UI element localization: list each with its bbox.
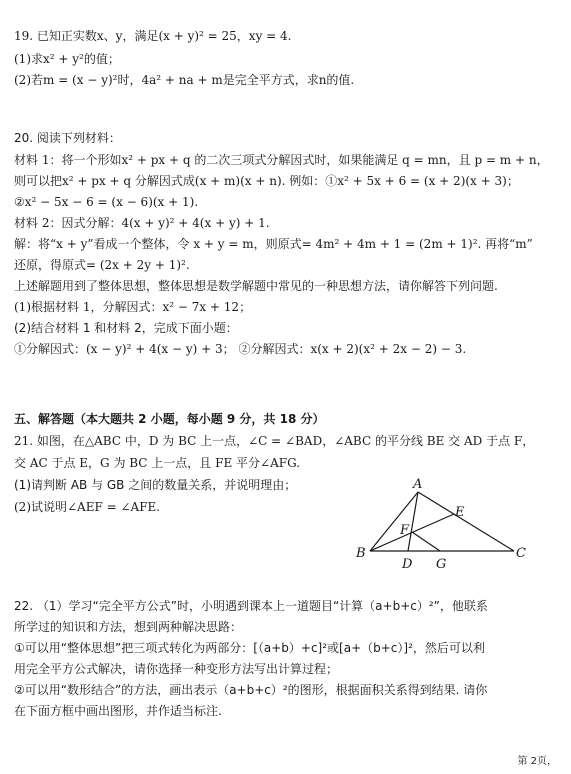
q20-material2-line2: 解：将“x + y”看成一个整体，令 x + y = m，则原式= 4m² + 4m + 1 = (2m + 1)². 再将“m” [14, 237, 533, 251]
q21-part1: (1)请判断 AB 与 GB 之间的数量关系，并说明理由； [14, 478, 297, 492]
label-d: D [402, 557, 413, 572]
triangle-figure [344, 474, 534, 574]
label-e: E [455, 505, 465, 520]
q22-line1: 22. （1）学习“完全平方公式”时，小明遇到课本上一道题目“计算（a+b+c）²”，他联系 [14, 599, 488, 613]
label-c: C [516, 546, 526, 561]
q21-part2: (2)试说明∠AEF = ∠AFE. [14, 500, 161, 514]
q20-material2-line3: 还原，得原式= (2x + 2y + 1)². [14, 258, 190, 272]
q20-title: 20. 阅读下列材料： [14, 131, 121, 145]
q22-line2: 所学过的知识和方法，想到两种解决思路： [14, 620, 243, 634]
q21-stem-line2: 交 AC 于点 E，G 为 BC 上一点，且 FE 平分∠AFG. [14, 456, 301, 470]
q20-material1-line2: 则可以把x² + px + q 分解因式成(x + m)(x + n). 例如：①x² + 5x + 6 = (x + 2)(x + 3)； [14, 174, 519, 188]
section5-heading: 五、解答题（本大题共 2 小题，每小题 9 分，共 18 分） [14, 412, 325, 426]
q20-material1-line1: 材料 1：将一个形如x² + px + q 的二次三项式分解因式时，如果能满足 q = mn，且 p = m + n， [14, 153, 549, 167]
q22-line3: ①可以用“整体思想”把三项式转化为两部分：[（a+b）+c]²或[a+（b+c）]²，然后可以利 [14, 641, 485, 655]
q19-part2: (2)若m = (x − y)²时，4a² + na + m是完全平方式，求n的值. [14, 73, 355, 87]
q20-material1-line3: ②x² − 5x − 6 = (x − 6)(x + 1). [14, 195, 199, 209]
label-a: A [413, 477, 423, 492]
segment-fg [412, 532, 440, 551]
q20-part2-items: ①分解因式：(x − y)² + 4(x − y) + 3； ②分解因式：x(x + 2)(x² + 2x − 2) − 3. [14, 342, 467, 356]
segment-ac [418, 492, 514, 551]
segment-ab [370, 492, 418, 551]
label-f: F [400, 523, 410, 538]
q19-stem: 19. 已知正实数x、y，满足(x + y)² = 25，xy = 4. [14, 29, 292, 43]
q20-material2-line1: 材料 2：因式分解：4(x + y)² + 4(x + y) + 1. [14, 216, 270, 230]
q22-line5: ②可以用“数形结合”的方法，画出表示（a+b+c）²的图形，根据面积关系得到结果. 请你 [14, 683, 488, 697]
q22-line4: 用完全平方公式解决，请你选择一种变形方法写出计算过程； [14, 662, 339, 676]
q19-part1: (1)求x² + y²的值； [14, 52, 120, 66]
q21-stem-line1: 21. 如图，在△ABC 中，D 为 BC 上一点，∠C = ∠BAD，∠ABC 的平分线 BE 交 AD 于点 F， [14, 434, 535, 448]
segment-ad [408, 492, 418, 551]
q20-intro: 上述解题用到了整体思想，整体思想是数学解题中常见的一种思想方法，请你解答下列问题. [14, 279, 498, 293]
label-b: B [356, 546, 366, 561]
label-g: G [436, 557, 447, 572]
q20-part2: (2)结合材料 1 和材料 2，完成下面小题： [14, 321, 238, 335]
q20-part1: (1)根据材料 1，分解因式：x² − 7x + 12； [14, 300, 252, 314]
q22-line6: 在下面方框中画出图形，并作适当标注. [14, 704, 222, 718]
page-number: 第 2页， [517, 756, 557, 767]
